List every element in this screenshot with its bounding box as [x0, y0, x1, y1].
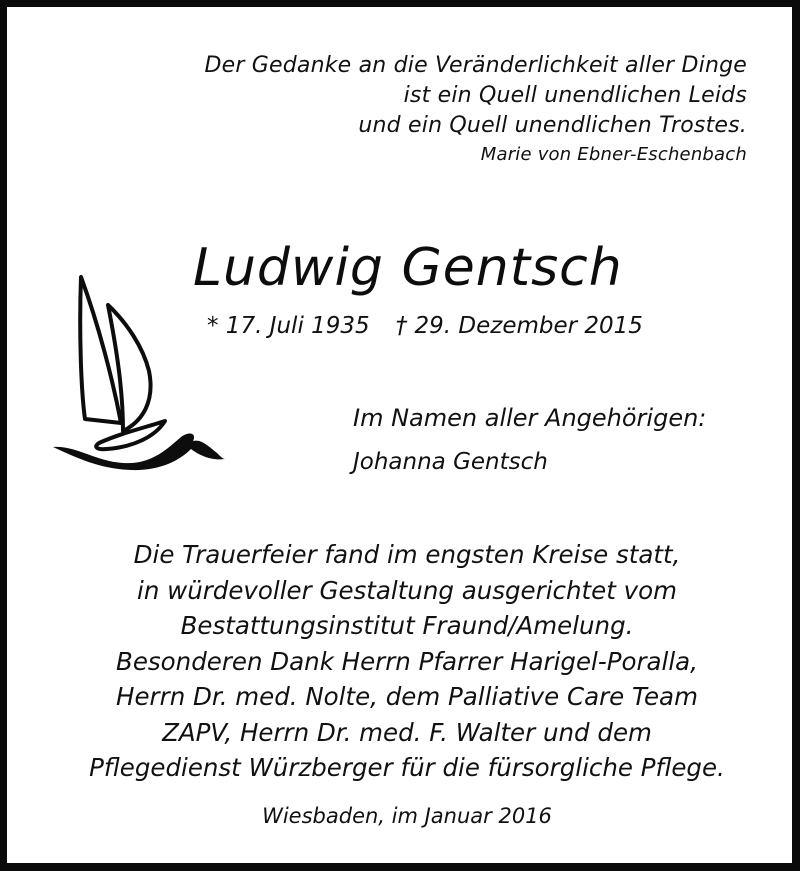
quote-line-1: Der Gedanke an die Veränderlichkeit aller Dinge: [204, 53, 747, 78]
message-line-6: ZAPV, Herrn Dr. med. F. Walter und dem: [162, 717, 652, 747]
message-line-4: Besonderen Dank Herrn Pfarrer Harigel-Poralla,: [116, 646, 698, 676]
message-line-5: Herrn Dr. med. Nolte, dem Palliative Care Team: [116, 682, 698, 711]
quote-line-2: ist ein Quell unendlichen Leids: [403, 83, 747, 108]
message-line-3: Bestattungsinstitut Fraund/Amelung.: [180, 611, 634, 640]
birth-date: * 17. Juli 1935: [207, 313, 370, 339]
message-line-2: in würdevoller Gestaltung ausgerichtet vom: [137, 575, 677, 605]
epigraph-quote: [204, 51, 747, 169]
life-dates: [207, 310, 643, 342]
deceased-name: Ludwig Gentsch: [193, 238, 623, 298]
acknowledgement-message: [7, 537, 800, 786]
death-date: † 29. Dezember 2015: [395, 313, 643, 339]
quote-line-3: und ein Quell unendlichen Trostes.: [358, 113, 747, 138]
place-and-date: Wiesbaden, im Januar 2016: [262, 804, 552, 828]
relative-name: Johanna Gentsch: [353, 449, 548, 475]
message-line-1: Die Trauerfeier fand im engsten Kreise statt,: [133, 540, 681, 569]
quote-author: Marie von Ebner-Eschenbach: [480, 144, 747, 165]
relatives-label: Im Namen aller Angehörigen:: [353, 404, 707, 432]
message-line-7: Pflegedienst Würzberger für die fürsorgliche Pflege.: [89, 753, 725, 782]
